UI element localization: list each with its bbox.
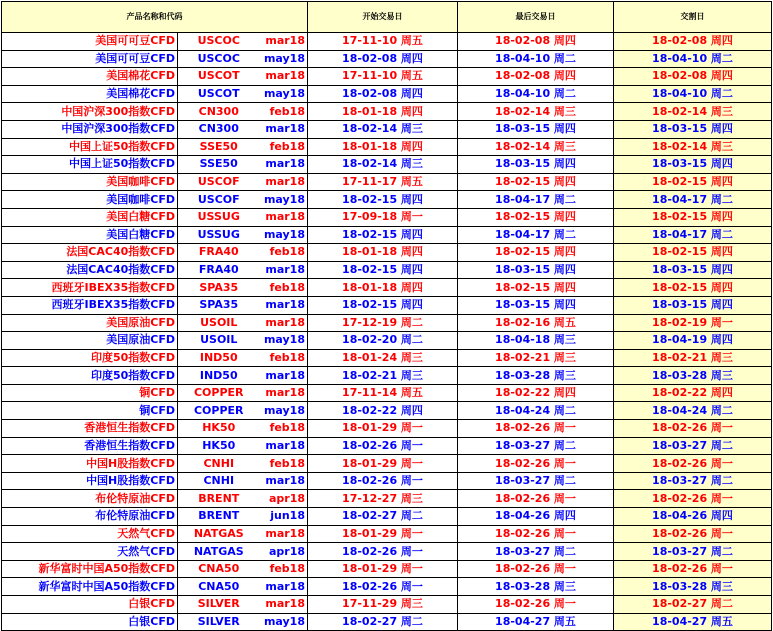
start-date: 18-02-21 周三 xyxy=(308,367,458,385)
table-row xyxy=(2,332,772,350)
contract-month: apr18 xyxy=(260,543,308,561)
product-code: USCOC xyxy=(178,50,260,68)
start-date: 18-01-18 周四 xyxy=(308,103,458,121)
table-row xyxy=(2,68,772,86)
last-trading-date: 18-03-28 周三 xyxy=(458,367,614,385)
product-code: USCOT xyxy=(178,85,260,103)
table-row xyxy=(2,472,772,490)
product-name: 铜CFD xyxy=(2,402,178,420)
delivery-date: 18-03-28 周三 xyxy=(614,367,772,385)
product-code: USOIL xyxy=(178,314,260,332)
contract-month: mar18 xyxy=(260,296,308,314)
table-row xyxy=(2,226,772,244)
last-trading-date: 18-04-17 周二 xyxy=(458,226,614,244)
last-trading-date: 18-03-28 周三 xyxy=(458,578,614,596)
product-code: CNA50 xyxy=(178,578,260,596)
delivery-date: 18-02-14 周三 xyxy=(614,138,772,156)
table-row xyxy=(2,455,772,473)
last-trading-date: 18-04-18 周三 xyxy=(458,332,614,350)
product-code: SILVER xyxy=(178,613,260,631)
last-trading-date: 18-03-15 周四 xyxy=(458,120,614,138)
product-code: USCOT xyxy=(178,68,260,86)
last-trading-date: 18-03-27 周二 xyxy=(458,437,614,455)
table-row xyxy=(2,402,772,420)
delivery-date: 18-02-08 周四 xyxy=(614,33,772,51)
delivery-date: 18-02-19 周一 xyxy=(614,314,772,332)
product-name: 香港恒生指数CFD xyxy=(2,437,178,455)
product-code: USOIL xyxy=(178,332,260,350)
table-row xyxy=(2,596,772,614)
start-date: 18-02-08 周四 xyxy=(308,85,458,103)
product-name: 中国沪深300指数CFD xyxy=(2,103,178,121)
contract-month: mar18 xyxy=(260,367,308,385)
delivery-date: 18-02-15 周四 xyxy=(614,279,772,297)
table-row xyxy=(2,138,772,156)
product-name: 天然气CFD xyxy=(2,543,178,561)
table-row xyxy=(2,367,772,385)
start-date: 17-11-10 周五 xyxy=(308,68,458,86)
delivery-date: 18-02-26 周一 xyxy=(614,560,772,578)
start-date: 17-11-10 周五 xyxy=(308,33,458,51)
product-name: 美国可可豆CFD xyxy=(2,33,178,51)
start-date: 17-11-29 周三 xyxy=(308,596,458,614)
delivery-date: 18-02-15 周四 xyxy=(614,173,772,191)
product-name: 白银CFD xyxy=(2,613,178,631)
table-row xyxy=(2,208,772,226)
table-row xyxy=(2,191,772,209)
contract-month: mar18 xyxy=(260,261,308,279)
product-name: 天然气CFD xyxy=(2,525,178,543)
product-name: 印度50指数CFD xyxy=(2,349,178,367)
last-trading-date: 18-03-15 周四 xyxy=(458,156,614,174)
last-trading-date: 18-04-27 周五 xyxy=(458,613,614,631)
start-date: 18-02-26 周一 xyxy=(308,578,458,596)
last-trading-date: 18-04-26 周四 xyxy=(458,508,614,526)
product-code: USSUG xyxy=(178,226,260,244)
product-name: 美国白糖CFD xyxy=(2,226,178,244)
last-trading-date: 18-02-15 周四 xyxy=(458,279,614,297)
product-name: 美国原油CFD xyxy=(2,314,178,332)
product-name: 中国上证50指数CFD xyxy=(2,156,178,174)
start-date: 18-02-15 周四 xyxy=(308,296,458,314)
delivery-date: 18-04-26 周四 xyxy=(614,508,772,526)
start-date: 18-02-26 周一 xyxy=(308,472,458,490)
delivery-date: 18-02-26 周一 xyxy=(614,490,772,508)
last-trading-date: 18-02-15 周四 xyxy=(458,208,614,226)
contract-month: mar18 xyxy=(260,173,308,191)
product-code: BRENT xyxy=(178,508,260,526)
delivery-date: 18-02-14 周三 xyxy=(614,103,772,121)
delivery-date: 18-04-10 周二 xyxy=(614,50,772,68)
contract-month: feb18 xyxy=(260,420,308,438)
contract-month: mar18 xyxy=(260,120,308,138)
delivery-date: 18-03-15 周四 xyxy=(614,296,772,314)
last-trading-date: 18-02-26 周一 xyxy=(458,490,614,508)
table-row xyxy=(2,85,772,103)
header-delivery-date: 交割日 xyxy=(614,2,772,33)
contract-month: apr18 xyxy=(260,490,308,508)
product-name: 新华富时中国A50指数CFD xyxy=(2,578,178,596)
contract-month: mar18 xyxy=(260,314,308,332)
product-name: 美国原油CFD xyxy=(2,332,178,350)
table-row xyxy=(2,296,772,314)
last-trading-date: 18-02-08 周四 xyxy=(458,68,614,86)
delivery-date: 18-02-26 周一 xyxy=(614,525,772,543)
header-start-date: 开始交易日 xyxy=(308,2,458,33)
product-code: SILVER xyxy=(178,596,260,614)
delivery-date: 18-02-15 周四 xyxy=(614,244,772,262)
start-date: 18-01-29 周一 xyxy=(308,420,458,438)
delivery-date: 18-02-21 周三 xyxy=(614,349,772,367)
start-date: 18-01-29 周一 xyxy=(308,560,458,578)
product-name: 法国CAC40指数CFD xyxy=(2,244,178,262)
delivery-date: 18-03-27 周二 xyxy=(614,543,772,561)
last-trading-date: 18-03-15 周四 xyxy=(458,296,614,314)
product-code: CN300 xyxy=(178,120,260,138)
product-code: CNHI xyxy=(178,472,260,490)
start-date: 17-12-27 周三 xyxy=(308,490,458,508)
table-row xyxy=(2,525,772,543)
delivery-date: 18-02-26 周一 xyxy=(614,455,772,473)
start-date: 18-02-26 周一 xyxy=(308,543,458,561)
contract-month: may18 xyxy=(260,402,308,420)
table-row xyxy=(2,384,772,402)
product-code: SPA35 xyxy=(178,296,260,314)
table-row xyxy=(2,120,772,138)
last-trading-date: 18-02-16 周五 xyxy=(458,314,614,332)
product-name: 中国沪深300指数CFD xyxy=(2,120,178,138)
product-code: IND50 xyxy=(178,367,260,385)
product-name: 美国咖啡CFD xyxy=(2,191,178,209)
last-trading-date: 18-03-15 周四 xyxy=(458,261,614,279)
product-name: 白银CFD xyxy=(2,596,178,614)
table-row xyxy=(2,508,772,526)
last-trading-date: 18-04-17 周二 xyxy=(458,191,614,209)
start-date: 18-02-20 周二 xyxy=(308,332,458,350)
product-name: 新华富时中国A50指数CFD xyxy=(2,560,178,578)
header-product: 产品名称和代码 xyxy=(2,2,308,33)
delivery-date: 18-04-17 周二 xyxy=(614,226,772,244)
header-last-trading-date: 最后交易日 xyxy=(458,2,614,33)
delivery-date: 18-03-15 周四 xyxy=(614,156,772,174)
header-row xyxy=(2,2,772,33)
product-name: 中国上证50指数CFD xyxy=(2,138,178,156)
product-code: NATGAS xyxy=(178,543,260,561)
contract-month: may18 xyxy=(260,332,308,350)
start-date: 18-02-14 周三 xyxy=(308,156,458,174)
table-row xyxy=(2,103,772,121)
table-row xyxy=(2,578,772,596)
start-date: 18-01-24 周三 xyxy=(308,349,458,367)
product-name: 美国棉花CFD xyxy=(2,85,178,103)
start-date: 18-02-27 周二 xyxy=(308,508,458,526)
start-date: 17-11-14 周五 xyxy=(308,384,458,402)
delivery-date: 18-03-27 周二 xyxy=(614,437,772,455)
table-row xyxy=(2,244,772,262)
product-code: CNHI xyxy=(178,455,260,473)
product-code: COPPER xyxy=(178,384,260,402)
contract-month: feb18 xyxy=(260,244,308,262)
product-code: HK50 xyxy=(178,420,260,438)
product-code: USCOF xyxy=(178,173,260,191)
start-date: 17-09-18 周一 xyxy=(308,208,458,226)
product-name: 印度50指数CFD xyxy=(2,367,178,385)
product-name: 中国H股指数CFD xyxy=(2,455,178,473)
last-trading-date: 18-03-27 周二 xyxy=(458,472,614,490)
start-date: 18-02-27 周二 xyxy=(308,613,458,631)
contract-month: may18 xyxy=(260,85,308,103)
contract-month: feb18 xyxy=(260,560,308,578)
delivery-date: 18-02-26 周一 xyxy=(614,420,772,438)
contract-month: mar18 xyxy=(260,472,308,490)
contract-month: feb18 xyxy=(260,138,308,156)
product-name: 美国可可豆CFD xyxy=(2,50,178,68)
start-date: 18-01-29 周一 xyxy=(308,455,458,473)
table-row xyxy=(2,543,772,561)
cfd-schedule-table xyxy=(1,1,772,631)
product-name: 美国棉花CFD xyxy=(2,68,178,86)
start-date: 18-02-14 周三 xyxy=(308,120,458,138)
last-trading-date: 18-04-10 周二 xyxy=(458,85,614,103)
product-name: 中国H股指数CFD xyxy=(2,472,178,490)
product-code: USCOC xyxy=(178,33,260,51)
contract-month: feb18 xyxy=(260,103,308,121)
product-name: 美国白糖CFD xyxy=(2,208,178,226)
contract-month: mar18 xyxy=(260,578,308,596)
delivery-date: 18-03-27 周二 xyxy=(614,472,772,490)
last-trading-date: 18-02-26 周一 xyxy=(458,596,614,614)
product-code: COPPER xyxy=(178,402,260,420)
delivery-date: 18-04-24 周二 xyxy=(614,402,772,420)
product-name: 布伦特原油CFD xyxy=(2,490,178,508)
last-trading-date: 18-02-14 周三 xyxy=(458,138,614,156)
product-name: 西班牙IBEX35指数CFD xyxy=(2,296,178,314)
contract-month: mar18 xyxy=(260,525,308,543)
product-code: SPA35 xyxy=(178,279,260,297)
last-trading-date: 18-02-26 周一 xyxy=(458,560,614,578)
contract-month: may18 xyxy=(260,226,308,244)
last-trading-date: 18-02-15 周四 xyxy=(458,173,614,191)
table-row xyxy=(2,50,772,68)
table-row xyxy=(2,560,772,578)
delivery-date: 18-04-10 周二 xyxy=(614,85,772,103)
table-row xyxy=(2,420,772,438)
table-row xyxy=(2,437,772,455)
last-trading-date: 18-02-22 周四 xyxy=(458,384,614,402)
delivery-date: 18-04-19 周四 xyxy=(614,332,772,350)
last-trading-date: 18-02-15 周四 xyxy=(458,244,614,262)
product-name: 香港恒生指数CFD xyxy=(2,420,178,438)
product-name: 铜CFD xyxy=(2,384,178,402)
contract-month: feb18 xyxy=(260,349,308,367)
product-code: NATGAS xyxy=(178,525,260,543)
product-code: CN300 xyxy=(178,103,260,121)
start-date: 18-02-08 周四 xyxy=(308,50,458,68)
contract-month: mar18 xyxy=(260,33,308,51)
start-date: 18-02-15 周四 xyxy=(308,191,458,209)
delivery-date: 18-04-17 周二 xyxy=(614,191,772,209)
product-code: IND50 xyxy=(178,349,260,367)
start-date: 18-01-18 周四 xyxy=(308,279,458,297)
last-trading-date: 18-02-26 周一 xyxy=(458,455,614,473)
contract-month: mar18 xyxy=(260,208,308,226)
delivery-date: 18-02-27 周二 xyxy=(614,596,772,614)
contract-month: mar18 xyxy=(260,156,308,174)
table-row xyxy=(2,33,772,51)
product-name: 法国CAC40指数CFD xyxy=(2,261,178,279)
product-code: BRENT xyxy=(178,490,260,508)
table-row xyxy=(2,349,772,367)
contract-month: may18 xyxy=(260,50,308,68)
contract-month: feb18 xyxy=(260,279,308,297)
start-date: 18-01-29 周一 xyxy=(308,525,458,543)
table-row xyxy=(2,314,772,332)
table-row xyxy=(2,156,772,174)
contract-month: mar18 xyxy=(260,596,308,614)
last-trading-date: 18-04-10 周二 xyxy=(458,50,614,68)
contract-month: jun18 xyxy=(260,508,308,526)
product-code: SSE50 xyxy=(178,138,260,156)
last-trading-date: 18-03-27 周二 xyxy=(458,543,614,561)
contract-month: may18 xyxy=(260,613,308,631)
last-trading-date: 18-02-26 周一 xyxy=(458,525,614,543)
delivery-date: 18-04-27 周五 xyxy=(614,613,772,631)
product-code: USSUG xyxy=(178,208,260,226)
start-date: 18-02-26 周一 xyxy=(308,437,458,455)
start-date: 18-02-15 周四 xyxy=(308,261,458,279)
table-row xyxy=(2,279,772,297)
contract-month: mar18 xyxy=(260,384,308,402)
product-code: USCOF xyxy=(178,191,260,209)
start-date: 18-01-18 周四 xyxy=(308,244,458,262)
delivery-date: 18-02-08 周四 xyxy=(614,68,772,86)
delivery-date: 18-02-22 周四 xyxy=(614,384,772,402)
last-trading-date: 18-02-21 周三 xyxy=(458,349,614,367)
product-code: SSE50 xyxy=(178,156,260,174)
product-code: HK50 xyxy=(178,437,260,455)
last-trading-date: 18-04-24 周二 xyxy=(458,402,614,420)
delivery-date: 18-03-15 周四 xyxy=(614,261,772,279)
product-name: 美国咖啡CFD xyxy=(2,173,178,191)
product-name: 布伦特原油CFD xyxy=(2,508,178,526)
start-date: 17-11-17 周五 xyxy=(308,173,458,191)
delivery-date: 18-03-28 周三 xyxy=(614,578,772,596)
product-code: FRA40 xyxy=(178,261,260,279)
table-row xyxy=(2,490,772,508)
start-date: 18-02-15 周四 xyxy=(308,226,458,244)
last-trading-date: 18-02-14 周三 xyxy=(458,103,614,121)
start-date: 17-12-19 周二 xyxy=(308,314,458,332)
table-row xyxy=(2,261,772,279)
last-trading-date: 18-02-26 周一 xyxy=(458,420,614,438)
last-trading-date: 18-02-08 周四 xyxy=(458,33,614,51)
product-name: 西班牙IBEX35指数CFD xyxy=(2,279,178,297)
table-row xyxy=(2,173,772,191)
start-date: 18-01-18 周四 xyxy=(308,138,458,156)
contract-month: mar18 xyxy=(260,437,308,455)
start-date: 18-02-22 周四 xyxy=(308,402,458,420)
delivery-date: 18-02-15 周四 xyxy=(614,208,772,226)
contract-month: may18 xyxy=(260,191,308,209)
delivery-date: 18-03-15 周四 xyxy=(614,120,772,138)
product-code: CNA50 xyxy=(178,560,260,578)
product-code: FRA40 xyxy=(178,244,260,262)
contract-month: mar18 xyxy=(260,68,308,86)
contract-month: feb18 xyxy=(260,455,308,473)
